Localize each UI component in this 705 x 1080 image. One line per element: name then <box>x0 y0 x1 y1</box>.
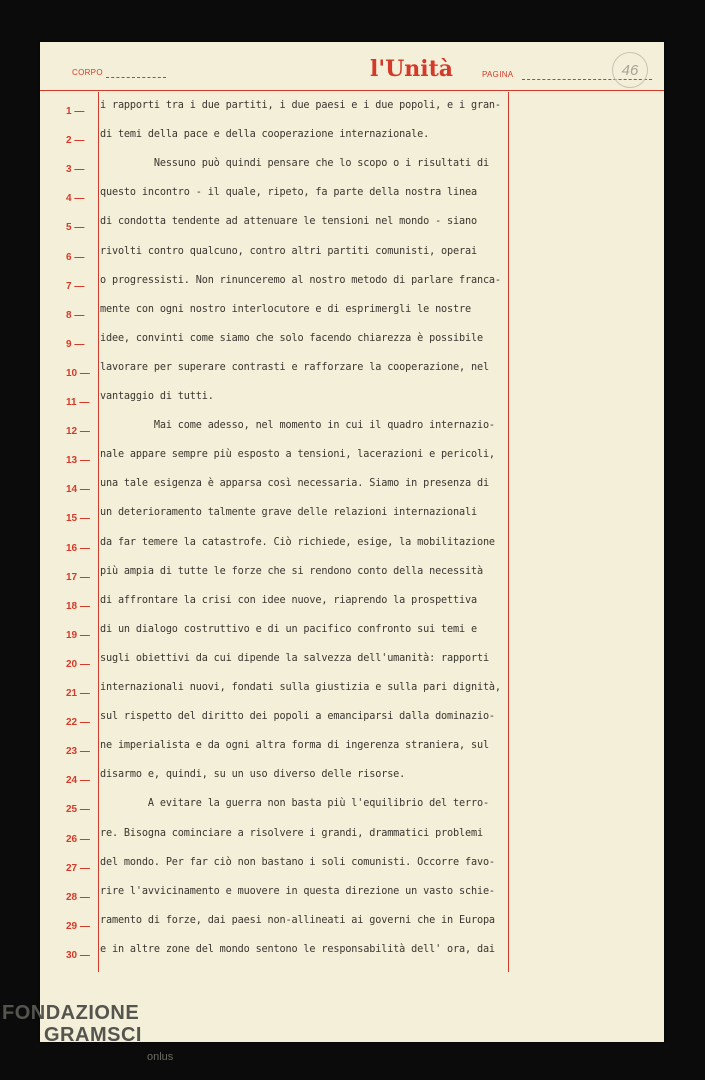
newspaper-masthead: l'Unità <box>370 56 454 82</box>
pagina-label: PAGINA <box>482 70 514 79</box>
line-number: 29 — <box>66 920 90 932</box>
line-text: o progressisti. Non rinunceremo al nostro metodo di parlare franca- <box>100 274 501 286</box>
line-text: Mai come adesso, nel momento in cui il quadro internazio- <box>100 420 495 432</box>
line-text: A evitare la guerra non basta più l'equilibrio del terro- <box>100 798 489 810</box>
line-text: Nessuno può quindi pensare che lo scopo o i risultati di <box>100 158 489 170</box>
text-line <box>40 798 664 824</box>
line-number: 10 — <box>66 367 90 379</box>
line-number: 28 — <box>66 891 90 903</box>
handwritten-page-number: 46 <box>612 52 648 88</box>
line-text: di affrontare la crisi con idee nuove, riaprendo la prospettiva <box>100 594 477 606</box>
line-text: di temi della pace e della cooperazione internazionale. <box>100 129 430 141</box>
text-line <box>40 361 664 388</box>
line-number: 7 — <box>66 280 85 292</box>
line-text: rivolti contro qualcuno, contro altri partiti comunisti, operai <box>100 245 477 257</box>
line-number: 23 — <box>66 746 90 758</box>
line-number: 12 — <box>66 426 90 438</box>
text-line <box>40 885 664 912</box>
text-line <box>40 711 664 737</box>
line-number: 22 — <box>66 717 90 729</box>
text-line <box>40 536 664 563</box>
line-text: vantaggio di tutti. <box>100 391 214 402</box>
line-text: lavorare per superare contrasti e rafforzare la cooperazione, nel <box>100 361 489 373</box>
line-number: 9 — <box>66 338 85 350</box>
text-line <box>40 158 664 184</box>
line-text: i rapporti tra i due partiti, i due paesi e i due popoli, e i gran- <box>100 100 501 111</box>
text-line <box>40 827 664 854</box>
letterhead <box>40 42 664 92</box>
text-line <box>40 129 664 155</box>
text-line <box>40 303 664 330</box>
text-line <box>40 391 664 417</box>
line-text: rire l'avvicinamento e muovere in questa direzione un vasto schie- <box>100 885 495 897</box>
line-number: 11 — <box>66 397 90 408</box>
line-number: 19 — <box>66 629 90 641</box>
watermark-suffix: onlus <box>147 1051 174 1063</box>
line-number: 6 — <box>66 251 85 263</box>
line-text: da far temere la catastrofe. Ciò richiede, esige, la mobilitazione <box>100 536 495 548</box>
text-line <box>40 449 664 475</box>
text-line <box>40 769 664 795</box>
line-text: di un dialogo costruttivo e di un pacifico confronto sui temi e <box>100 623 477 635</box>
line-number: 26 — <box>66 833 90 845</box>
text-line <box>40 623 664 650</box>
text-line <box>40 507 664 533</box>
line-number: 13 — <box>66 455 90 467</box>
text-line <box>40 565 664 592</box>
text-line <box>40 216 664 242</box>
line-text: questo incontro - il quale, ripeto, fa parte della nostra linea <box>100 187 477 199</box>
line-number: 15 — <box>66 513 90 525</box>
line-text: disarmo e, quindi, su un uso diverso delle risorse. <box>100 769 406 781</box>
line-text: un deterioramento talmente grave delle relazioni internazionali <box>100 507 477 519</box>
line-text: mente con ogni nostro interlocutore e di esprimergli le nostre <box>100 303 471 315</box>
fondazione-gramsci-watermark <box>2 1002 174 1063</box>
line-text: sugli obiettivi da cui dipende la salvezza dell'umanità: rapporti <box>100 652 489 664</box>
line-number: 16 — <box>66 542 90 554</box>
line-text: una tale esigenza è apparsa così necessaria. Siamo in presenza di <box>100 478 489 490</box>
corpo-dotted-line <box>106 77 166 78</box>
text-line <box>40 420 664 446</box>
line-text: più ampia di tutte le forze che si rendono conto della necessità <box>100 565 483 577</box>
header-rule <box>40 90 664 91</box>
line-text: sul rispetto del diritto dei popoli a emanciparsi dalla dominazio- <box>100 711 495 723</box>
text-line <box>40 274 664 301</box>
text-line <box>40 187 664 213</box>
text-line <box>40 245 664 272</box>
line-number: 20 — <box>66 658 90 670</box>
line-number: 18 — <box>66 600 90 612</box>
text-line <box>40 100 664 126</box>
text-line <box>40 594 664 621</box>
line-number: 25 — <box>66 804 90 816</box>
text-line <box>40 478 664 504</box>
line-number: 14 — <box>66 484 90 496</box>
line-number: 8 — <box>66 309 85 321</box>
text-line <box>40 740 664 766</box>
text-line <box>40 914 664 941</box>
line-text: idee, convinti come siamo che solo facendo chiarezza è possibile <box>100 332 483 344</box>
text-line <box>40 682 664 708</box>
line-text: nale appare sempre più esposto a tensioni, lacerazioni e pericoli, <box>100 449 495 461</box>
text-line <box>40 943 664 970</box>
line-number: 5 — <box>66 222 85 234</box>
line-number: 24 — <box>66 775 90 787</box>
line-text: internazionali nuovi, fondati sulla giustizia e sulla pari dignità, <box>100 682 501 693</box>
line-number: 17 — <box>66 571 90 583</box>
line-text: re. Bisogna cominciare a risolvere i grandi, drammatici problemi <box>100 827 483 839</box>
line-text: e in altre zone del mondo sentono le responsabilità dell' ora, dai <box>100 943 495 955</box>
line-number: 3 — <box>66 164 85 176</box>
line-text: del mondo. Per far ciò non bastano i soli comunisti. Occorre favo- <box>100 856 495 868</box>
line-number: 4 — <box>66 193 85 205</box>
line-text: ne imperialista e da ogni altra forma di ingerenza straniera, sul <box>100 740 489 752</box>
text-line <box>40 332 664 359</box>
text-line <box>40 856 664 883</box>
text-line <box>40 652 664 679</box>
typed-document-page <box>40 42 664 1042</box>
line-number: 30 — <box>66 949 90 961</box>
watermark-line-2: GRAMSCI <box>44 1024 142 1046</box>
corpo-label: CORPO <box>72 68 103 77</box>
watermark-line-1: FONDAZIONE <box>2 1002 140 1024</box>
line-number: 27 — <box>66 862 90 874</box>
line-number: 21 — <box>66 688 90 699</box>
line-number: 2 — <box>66 135 85 147</box>
line-text: ramento di forze, dai paesi non-allineati ai governi che in Europa <box>100 914 495 926</box>
line-number: 1 — <box>66 106 85 117</box>
line-text: di condotta tendente ad attenuare le tensioni nel mondo - siano <box>100 216 477 228</box>
